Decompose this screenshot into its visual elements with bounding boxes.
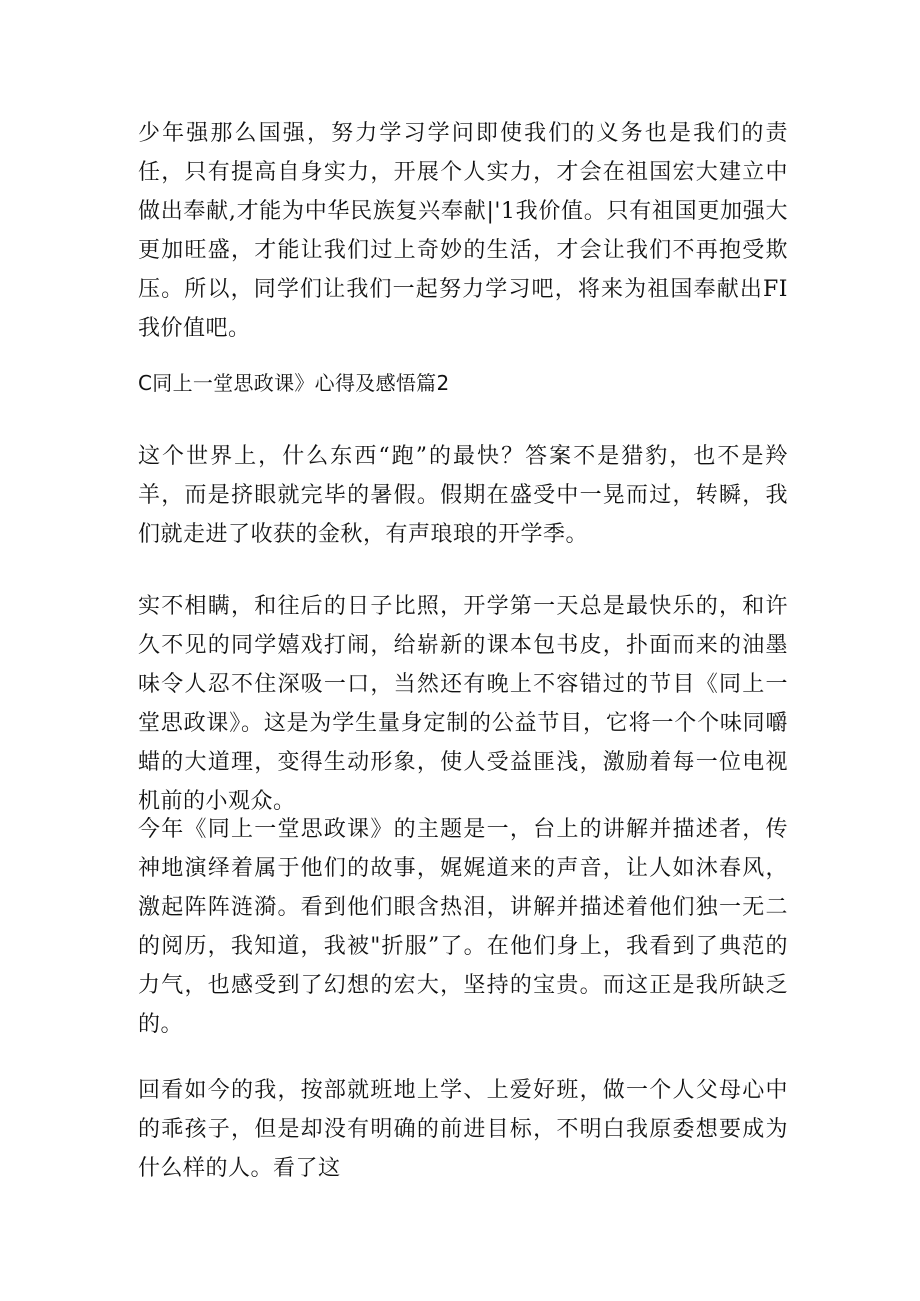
paragraph-5: 回看如今的我，按部就班地上学、上爱好班，做一个人父母心中的乖孩子，但是却没有明确的前进目标，不明白我原委想要成为什么样的人。看了这 bbox=[138, 1078, 788, 1181]
paragraph-2: 这个世界上，什么东西“跑”的最快？答案不是猎豹，也不是羚羊，而是挤眼就完毕的暑假。假期在盛受中一晃而过，转瞬，我们就走进了收获的金秋，有声琅琅的开学季。 bbox=[138, 444, 788, 547]
section-heading: C同上一堂思政课》心得及感悟篇2 bbox=[138, 371, 450, 395]
paragraph-4: 今年《同上一堂思政课》的主题是一，台上的讲解并描述者，传神地演绎着属于他们的故事，娓娓道来的声音，让人如沐春风，激起阵阵涟漪。看到他们眼含热泪，讲解并描述着他们独一无二的阅历，我知道，我被"折服”了。在他们身上，我看到了典范的力气，也感受到了幻想的宏大，坚持的宝贵。而这正是我所缺乏的。 bbox=[138, 817, 788, 1037]
paragraph-3: 实不相瞒，和往后的日子比照，开学第一天总是最快乐的，和许久不见的同学嬉戏打闹，给崭新的课本包书皮，扑面而来的油墨味令人忍不住深吸一口，当然还有晚上不容错过的节目《同上一堂思政课》。这是为学生量身定制的公益节目，它将一个个味同嚼蜡的大道理，变得生动形象，使人受益匪浅，激励着每一位电视机前的小观众。 bbox=[138, 594, 788, 814]
paragraph-1: 少年强那么国强，努力学习学问即使我们的义务也是我们的责任，只有提高自身实力，开展个人实力，才会在祖国宏大建立中做出奉献,才能为中华民族复兴奉献|'1我价值。只有祖国更加强大更加旺盛，才能让我们过上奇妙的生活，才会让我们不再抱受欺压。所以，同学们让我们一起努力学习吧，将来为祖国奉献出FI我价值吧。 bbox=[138, 121, 788, 341]
